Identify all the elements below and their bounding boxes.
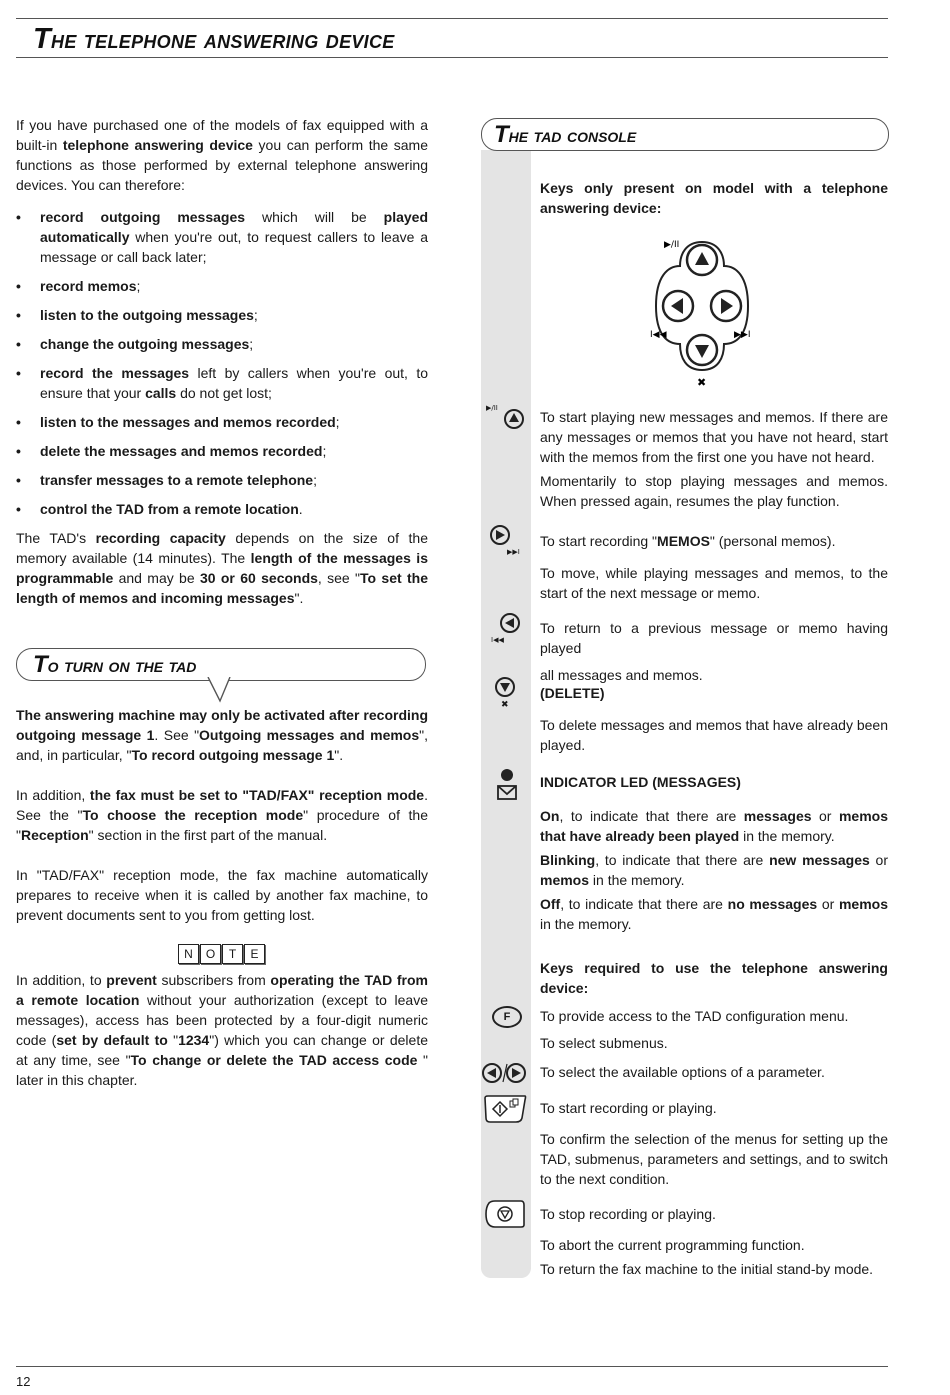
arrow-keys-description [540,1062,888,1082]
delete-title: (DELETE) [540,685,605,701]
console-heading-bubble [481,118,889,151]
feature-item: • transfer messages to a remote telephone; [16,470,428,490]
turn-on-heading: To turn on the tad [33,651,197,678]
next-text-1: To start recording "MEMOS" (personal memos). [540,533,836,549]
page-title [33,23,395,56]
next-label: ▶▶I [507,548,520,556]
console-heading: The tad console [494,121,637,148]
message-led-icon [495,768,519,804]
stop-text-3: To return the fax machine to the initial stand-by mode. [540,1261,874,1277]
led-description [540,772,888,934]
note-letter: E [244,944,265,964]
envelope-icon [495,768,519,804]
start-key-icon [482,1094,528,1124]
note-letter: N [178,944,199,964]
f-key-label: F [503,1011,511,1023]
feature-item: • record outgoing messages which will be played automatically when you're out, to request callers to leave a message or call back later; [16,207,428,267]
start-text-1: To start recording or playing. [540,1100,717,1116]
capacity-paragraph: The TAD's recording capacity depends on the size of the memory available (14 minutes). The length of the messages is programmable and may be 30 or 60 seconds, see "To set the length of memos and incoming messages". [16,530,428,606]
feature-item: • control the TAD from a remote location. [16,499,428,519]
next-description [540,531,888,603]
f-text-2: To select submenus. [540,1035,668,1051]
tad-fax-paragraph: In "TAD/FAX" reception mode, the fax machine automatically prepares to receive when it is called by another fax machine, to prevent documents sent to you from getting lost. [16,867,428,923]
prev-label: I◀◀ [491,636,504,644]
footer-rule [16,1366,888,1367]
feature-item: • change the outgoing messages; [16,334,428,354]
feature-item: • record memos; [16,276,428,296]
page-number: 12 [16,1374,31,1389]
delete-description [540,683,888,755]
keys-required-section [540,958,888,998]
diagram-next-label: ▶▶I [734,330,751,340]
diagram-play-label: ▶/II [664,240,680,250]
f-key-description [540,1006,888,1053]
diagram-delete-label: ✖ [697,376,707,389]
play-description [540,407,888,511]
prev-description [540,618,888,685]
turn-on-section [16,705,428,1090]
f-key-icon [492,1006,522,1028]
title-rule [16,57,888,58]
play-pause-key-icon [486,404,526,432]
intro-paragraph: If you have purchased one of the models of fax equipped with a built-in telephone answering device you can perform the same functions as those performed by external telephone answering devices. You can therefore: [16,117,428,193]
activation-paragraph: The answering machine may only be activated after recording outgoing message 1. See "Outgoing messages and memos", and, in particular, "To record outgoing message 1". [16,707,428,763]
top-rule [16,18,888,19]
arrows-text: To select the available options of a parameter. [540,1064,825,1080]
led-blink-text: Blinking, to indicate that there are new messages or memos in the memory. [540,852,888,888]
access-code-paragraph: In addition, to prevent subscribers from operating the TAD from a remote location without your authorization (except to leave messages), access has been protected by a four-digit numeric code (set by default to "1234") which you can change or delete at any time, see "To change or delete the TAD access code " later in this chapter. [16,972,429,1088]
prev-text-1: To return to a previous message or memo having played [540,620,888,656]
delete-x-label: ✖ [501,700,509,710]
up-arrow-button-icon [503,408,525,430]
next-key-icon [489,524,525,560]
left-right-arrow-keys-icon [481,1062,527,1084]
previous-key-icon [489,612,525,648]
down-arrow-button-icon [494,676,516,698]
keys-required-text: Keys required to use the telephone answering device: [540,960,888,996]
delete-text: To delete messages and memos that have already been played. [540,717,888,753]
feature-item: • listen to the messages and memos recorded; [16,412,428,432]
play-pause-label: ▶/II [486,404,498,412]
led-off-text: Off, to indicate that there are no messages or memos in the memory. [540,896,889,932]
play-text-2: Momentarily to stop playing messages and memos. When pressed again, resumes the play function. [540,473,888,509]
title-rest: he telephone answering device [51,26,395,54]
navigation-keypad-diagram [640,232,764,390]
diagram-prev-label: I◀◀ [650,330,667,340]
next-text-2: To move, while playing messages and memos, to the start of the next message or memo. [540,565,888,601]
reception-mode-paragraph: In addition, the fax must be set to "TAD/FAX" reception mode. See the "To choose the reception mode" procedure of the "Reception" section in the first part of the manual. [16,787,428,843]
stop-key-description [540,1204,888,1279]
delete-key-icon [494,676,520,712]
note-label [16,943,428,964]
title-initial: T [33,23,52,55]
play-text-1: To start playing new messages and memos. If there are any messages or memos that you have not heard, start with the memos from the first one you have not heard. [540,409,888,465]
feature-list [16,207,428,519]
feature-item: • delete the messages and memos recorded; [16,441,428,461]
keys-intro-text: Keys only present on model with a telephone answering device: [540,180,888,216]
f-text-1: To provide access to the TAD configuration menu. [540,1008,849,1024]
led-title: INDICATOR LED (MESSAGES) [540,774,741,790]
start-text-2: To confirm the selection of the menus for setting up the TAD, submenus, parameters and settings, and to switch to the next condition. [540,1131,888,1187]
stop-text-1: To stop recording or playing. [540,1206,716,1222]
right-arrow-button-icon [489,524,511,546]
feature-item: • record the messages left by callers when you're out, to ensure that your calls do not get lost; [16,363,428,403]
note-letter: T [222,944,243,964]
feature-item: • listen to the outgoing messages; [16,305,428,325]
start-key-description [540,1098,888,1189]
keys-intro [540,178,888,218]
intro-section [16,115,428,608]
left-arrow-button-icon [499,612,521,634]
prev-text-2: all messages and memos. [540,667,703,683]
note-letter: O [200,944,221,964]
stop-key-icon [483,1199,527,1229]
bubble-tail [206,677,236,703]
led-on-text: On, to indicate that there are messages or memos that have already been played in the memory. [540,808,889,844]
stop-text-2: To abort the current programming function. [540,1237,805,1253]
